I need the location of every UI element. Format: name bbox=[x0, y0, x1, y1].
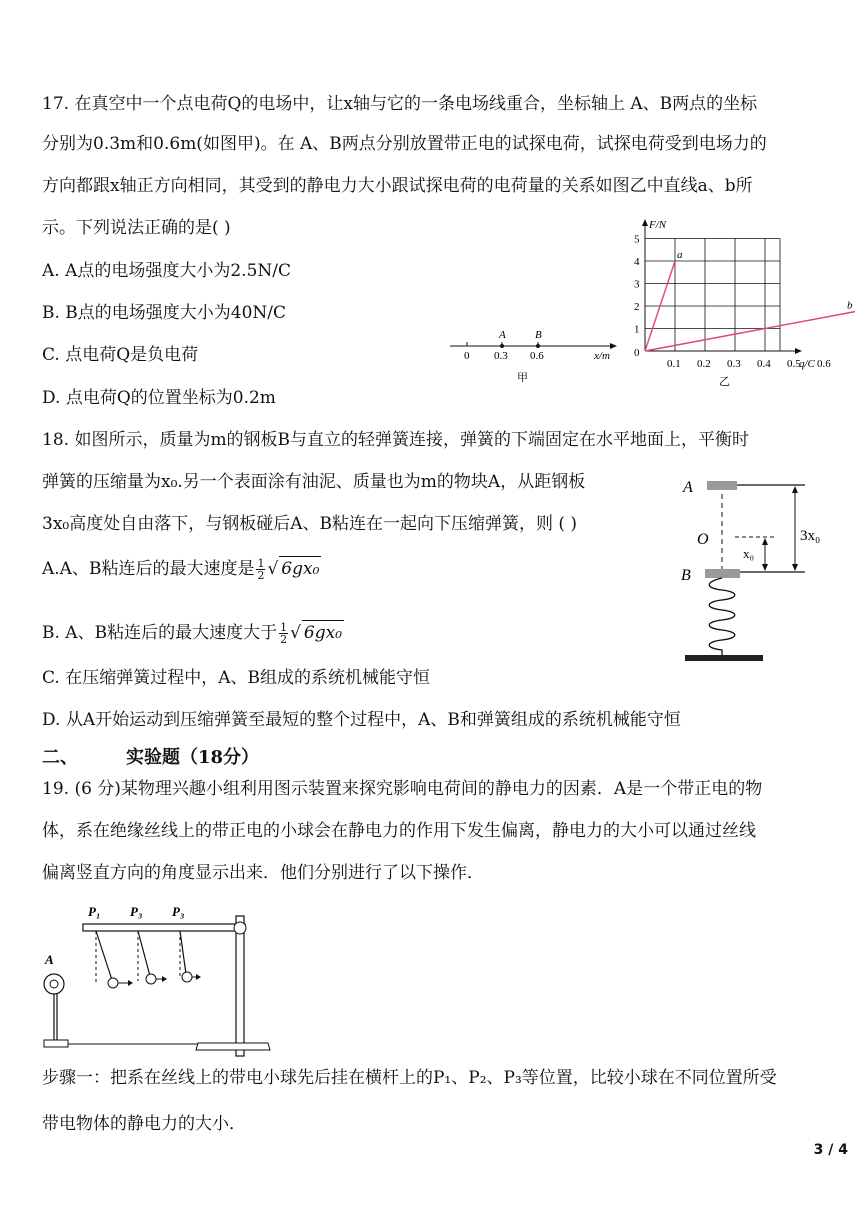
ball-p2 bbox=[146, 974, 156, 984]
page-number: 3 / 4 bbox=[813, 1142, 848, 1158]
x-tick-label: 0.4 bbox=[757, 358, 771, 370]
stand-pole bbox=[236, 916, 244, 1056]
ground bbox=[685, 655, 763, 661]
section-title: 实验题（18分） bbox=[126, 747, 260, 768]
fraction-numerator: 1 bbox=[257, 557, 265, 570]
label-o: O bbox=[697, 531, 709, 548]
series-label-b: b bbox=[847, 299, 853, 312]
plate-b bbox=[705, 569, 740, 578]
x-tick-label: 0.2 bbox=[697, 358, 711, 370]
q17-option-c: C. 点电荷Q是负电荷 bbox=[42, 345, 199, 365]
figure-yi-chart bbox=[625, 218, 853, 390]
q17-option-b: B. B点的电场强度大小为40N/C bbox=[42, 303, 287, 323]
spring bbox=[709, 578, 735, 655]
sqrt-body: 6gx₀ bbox=[279, 556, 321, 581]
section-heading bbox=[42, 743, 259, 769]
fraction-numerator: 1 bbox=[280, 621, 288, 634]
q19-line2: 体，系在绝缘丝线上的带正电的小球会在静电力的作用下发生偏离，静电力的大小可以通过丝线 bbox=[42, 821, 756, 841]
x-axis-label: q/C bbox=[799, 358, 815, 370]
q18-line2: 弹簧的压缩量为x₀.另一个表面涂有油泥、质量也为m的物块A，从距钢板 bbox=[42, 472, 586, 492]
q18-option-b bbox=[42, 620, 344, 645]
y-tick-label: 3 bbox=[634, 278, 640, 291]
q18-line3: 3x₀高度处自由落下，与钢板碰后A、B粘连在一起向下压缩弹簧，则 ( ) bbox=[42, 514, 578, 534]
sqrt-symbol: √ bbox=[290, 623, 301, 643]
q18-option-c: C. 在压缩弹簧过程中，A、B组成的系统机械能守恒 bbox=[42, 668, 430, 688]
label-p2: P₃ bbox=[130, 904, 143, 919]
q19-step1-line1: 步骤一：把系在丝线上的带电小球先后挂在横杆上的P₁、P₂、P₃等位置，比较小球在不同位置所受 bbox=[42, 1068, 777, 1088]
q17-option-d: D. 点电荷Q的位置坐标为0.2m bbox=[42, 388, 276, 408]
section-number: 二、 bbox=[42, 747, 78, 768]
label-a-object: A bbox=[45, 952, 54, 967]
q17-line4: 示。下列说法正确的是( ) bbox=[42, 218, 231, 238]
x-tick-label: 0.5 bbox=[787, 358, 801, 370]
origin-label: 0 bbox=[634, 347, 640, 359]
figure-caption: 乙 bbox=[719, 376, 730, 388]
dim-x0: x₀ bbox=[743, 546, 755, 561]
object-a-base bbox=[44, 1040, 68, 1047]
ball-p1 bbox=[108, 978, 118, 988]
figure-apparatus bbox=[38, 898, 278, 1058]
tick-label: 0 bbox=[464, 350, 470, 362]
y-tick-label: 1 bbox=[634, 323, 640, 336]
label-a: A bbox=[683, 479, 693, 496]
fraction-denominator: 2 bbox=[280, 633, 288, 646]
label-b: B bbox=[681, 567, 691, 584]
sqrt-symbol: √ bbox=[267, 559, 279, 579]
fraction bbox=[279, 622, 288, 645]
option-b-text: B. A、B粘连后的最大速度大于 bbox=[42, 623, 278, 643]
q18-option-d: D. 从A开始运动到压缩弹簧至最短的整个过程中，A、B和弹簧组成的系统机械能守恒 bbox=[42, 710, 681, 730]
point-a-label: A bbox=[499, 329, 506, 341]
x-tick-label: 0.6 bbox=[817, 358, 831, 370]
tick-label: 0.3 bbox=[494, 350, 508, 362]
q19-line3: 偏离竖直方向的角度显示出来．他们分别进行了以下操作． bbox=[42, 863, 484, 883]
series-line-b bbox=[645, 312, 855, 351]
q19-line1: 19. (6 分)某物理兴趣小组利用图示装置来探究影响电荷间的静电力的因素．A是一个带正电的物 bbox=[42, 779, 763, 799]
q17-line3: 方向都跟x轴正方向相同，其受到的静电力大小跟试探电荷的电荷量的关系如图乙中直线a、b所 bbox=[42, 176, 753, 196]
label-p1: P₁ bbox=[88, 904, 101, 919]
y-axis-label: F/N bbox=[649, 219, 667, 231]
tick-label: 0.6 bbox=[530, 350, 544, 362]
q19-step1-line2: 带电物体的静电力的大小． bbox=[42, 1114, 246, 1134]
q18-line1: 18. 如图所示，质量为m的钢板B与直立的轻弹簧连接，弹簧的下端固定在水平地面上，平衡时 bbox=[42, 430, 750, 450]
fraction-denominator: 2 bbox=[257, 569, 265, 582]
fraction bbox=[256, 558, 265, 581]
sqrt-body: 6gx₀ bbox=[302, 620, 344, 645]
figure-spring bbox=[675, 472, 845, 672]
dim-3x0: 3x₀ bbox=[800, 528, 821, 544]
series-label-a: a bbox=[677, 249, 683, 261]
q17-line1: 17. 在真空中一个点电荷Q的电场中，让x轴与它的一条电场线重合，坐标轴上 A、B两点的坐标 bbox=[42, 94, 758, 114]
q17-line2: 分别为0.3m和0.6m(如图甲)。在 A、B两点分别放置带正电的试探电荷，试探电荷受到电场力的 bbox=[42, 134, 767, 154]
block-a bbox=[707, 481, 737, 490]
crossbar bbox=[83, 924, 245, 931]
y-tick-label: 2 bbox=[634, 301, 640, 313]
axis-label: x/m bbox=[594, 350, 610, 362]
y-tick-label: 4 bbox=[634, 256, 640, 268]
figure-jia bbox=[445, 322, 625, 388]
label-p3: P₃ bbox=[172, 904, 185, 919]
figure-caption: 甲 bbox=[517, 372, 528, 384]
y-tick-label: 5 bbox=[634, 233, 640, 246]
x-tick-label: 0.1 bbox=[667, 358, 681, 370]
ball-p3 bbox=[182, 972, 192, 982]
q17-option-a: A. A点的电场强度大小为2.5N/C bbox=[42, 261, 292, 281]
clamp bbox=[234, 922, 246, 934]
x-tick-label: 0.3 bbox=[727, 358, 741, 370]
q18-option-a bbox=[42, 556, 321, 581]
option-a-text: A.A、B粘连后的最大速度是 bbox=[42, 559, 255, 579]
point-b-label: B bbox=[535, 329, 542, 341]
stand-base bbox=[196, 1043, 270, 1050]
